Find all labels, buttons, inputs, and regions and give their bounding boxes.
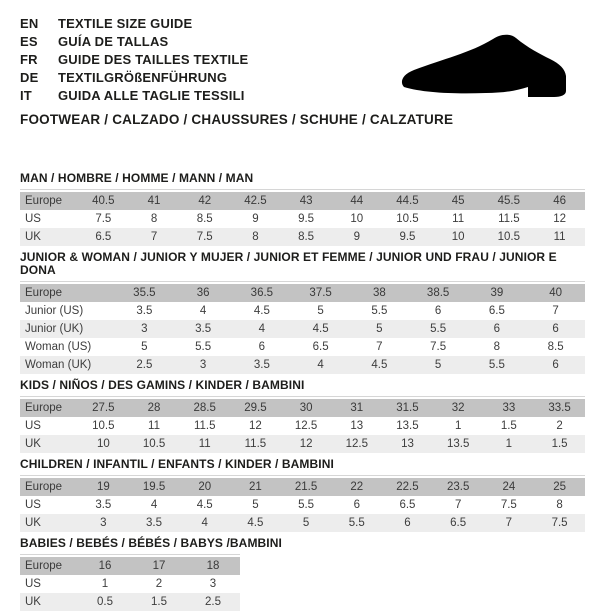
size-value: 3: [115, 320, 174, 338]
row-label: UK: [20, 514, 78, 532]
table-row: [20, 478, 585, 496]
size-value: 28.5: [179, 399, 230, 417]
row-label: Woman (US): [20, 338, 115, 356]
table-row: [20, 356, 585, 374]
size-value: 8.5: [281, 228, 332, 246]
size-value: 7.5: [534, 514, 585, 532]
size-value: 11.5: [230, 435, 281, 453]
size-value: 11: [129, 417, 180, 435]
size-value: 6.5: [468, 302, 527, 320]
size-value: 0.5: [78, 593, 132, 611]
size-value: 27.5: [78, 399, 129, 417]
size-value: 10: [331, 210, 382, 228]
size-value: 5.5: [174, 338, 233, 356]
size-value: 1.5: [534, 435, 585, 453]
size-value: 4.5: [233, 302, 292, 320]
size-value: 10: [78, 435, 129, 453]
language-code: ES: [20, 33, 38, 49]
size-table-wrapper: [20, 554, 240, 611]
size-table-wrapper: [20, 281, 585, 374]
size-table: [20, 399, 585, 453]
size-value: 2: [132, 575, 186, 593]
table-row: [20, 338, 585, 356]
size-value: 10.5: [78, 417, 129, 435]
size-value: 40: [526, 284, 585, 302]
size-value: 6: [468, 320, 527, 338]
size-value: 17: [132, 557, 186, 575]
row-label: US: [20, 496, 78, 514]
row-label: Junior (US): [20, 302, 115, 320]
size-value: 30: [281, 399, 332, 417]
size-value: 12: [534, 210, 585, 228]
size-value: 8.5: [526, 338, 585, 356]
table-row: [20, 228, 585, 246]
size-value: 5: [230, 496, 281, 514]
size-value: 8: [534, 496, 585, 514]
size-section: [20, 379, 585, 453]
size-value: 40.5: [78, 192, 129, 210]
size-sections: [20, 172, 585, 611]
size-value: 10.5: [382, 210, 433, 228]
size-value: 5.5: [468, 356, 527, 374]
size-value: 11.5: [484, 210, 535, 228]
size-table-wrapper: [20, 475, 585, 532]
size-section: [20, 251, 585, 374]
table-row: [20, 210, 585, 228]
size-value: 7.5: [409, 338, 468, 356]
dress-shoe-icon: [398, 30, 570, 104]
table-row: [20, 417, 585, 435]
size-value: 8: [230, 228, 281, 246]
row-label: UK: [20, 435, 78, 453]
size-value: 4.5: [179, 496, 230, 514]
size-value: 28: [129, 399, 180, 417]
size-value: 19.5: [129, 478, 180, 496]
size-value: 6.5: [433, 514, 484, 532]
size-value: 2: [534, 417, 585, 435]
size-value: 32: [433, 399, 484, 417]
size-value: 45: [433, 192, 484, 210]
size-value: 7: [484, 514, 535, 532]
table-row: [20, 399, 585, 417]
row-label: UK: [20, 228, 78, 246]
section-title: JUNIOR & WOMAN / JUNIOR Y MUJER / JUNIOR ET FEMME / JUNIOR UND FRAU / JUNIOR E DONA: [20, 250, 557, 277]
row-label: Europe: [20, 399, 78, 417]
size-value: 31.5: [382, 399, 433, 417]
size-table-wrapper: [20, 189, 585, 246]
size-value: 7: [129, 228, 180, 246]
size-value: 8: [129, 210, 180, 228]
size-value: 11: [534, 228, 585, 246]
size-value: 4.5: [230, 514, 281, 532]
size-value: 39: [468, 284, 527, 302]
size-value: 12.5: [281, 417, 332, 435]
size-table: [20, 192, 585, 246]
size-value: 13.5: [433, 435, 484, 453]
language-title: GUIDA ALLE TAGLIE TESSILI: [58, 87, 245, 103]
language-code: DE: [20, 69, 39, 85]
size-value: 13: [331, 417, 382, 435]
table-row: [20, 496, 585, 514]
size-value: 44.5: [382, 192, 433, 210]
size-value: 5.5: [350, 302, 409, 320]
size-value: 1.5: [132, 593, 186, 611]
size-value: 3: [174, 356, 233, 374]
size-value: 4.5: [291, 320, 350, 338]
size-value: 38.5: [409, 284, 468, 302]
size-value: 33: [484, 399, 535, 417]
size-value: 22.5: [382, 478, 433, 496]
size-value: 31: [331, 399, 382, 417]
size-value: 4: [233, 320, 292, 338]
table-row: [20, 593, 240, 611]
size-value: 7.5: [179, 228, 230, 246]
size-value: 12: [281, 435, 332, 453]
size-value: 6.5: [78, 228, 129, 246]
section-title: MAN / HOMBRE / HOMME / MANN / MAN: [20, 171, 254, 185]
size-value: 7.5: [484, 496, 535, 514]
size-value: 6: [382, 514, 433, 532]
size-value: 29.5: [230, 399, 281, 417]
table-row: [20, 302, 585, 320]
size-value: 11: [179, 435, 230, 453]
size-section: [20, 172, 585, 246]
size-value: 20: [179, 478, 230, 496]
size-value: 45.5: [484, 192, 535, 210]
size-value: 19: [78, 478, 129, 496]
size-value: 6.5: [291, 338, 350, 356]
table-row: [20, 514, 585, 532]
row-label: Europe: [20, 557, 78, 575]
size-value: 7.5: [78, 210, 129, 228]
row-label: UK: [20, 593, 78, 611]
size-value: 3.5: [115, 302, 174, 320]
row-label: US: [20, 210, 78, 228]
language-title: TEXTILGRÖßENFÜHRUNG: [58, 69, 228, 85]
size-value: 9.5: [281, 210, 332, 228]
size-value: 8: [468, 338, 527, 356]
size-table: [20, 557, 240, 611]
size-value: 7: [526, 302, 585, 320]
size-value: 24: [484, 478, 535, 496]
section-title: BABIES / BEBÉS / BÉBÉS / BABYS /BAMBINI: [20, 536, 282, 550]
table-row: [20, 284, 585, 302]
size-value: 18: [186, 557, 240, 575]
size-value: 9.5: [382, 228, 433, 246]
size-value: 5.5: [281, 496, 332, 514]
size-value: 3.5: [78, 496, 129, 514]
size-table: [20, 478, 585, 532]
size-value: 36: [174, 284, 233, 302]
size-value: 6.5: [382, 496, 433, 514]
table-row: [20, 575, 240, 593]
size-value: 4.5: [350, 356, 409, 374]
size-section: [20, 458, 585, 532]
size-value: 6: [233, 338, 292, 356]
size-value: 8.5: [179, 210, 230, 228]
row-label: Europe: [20, 284, 115, 302]
size-value: 37.5: [291, 284, 350, 302]
size-value: 5: [281, 514, 332, 532]
row-label: Junior (UK): [20, 320, 115, 338]
size-value: 36.5: [233, 284, 292, 302]
size-value: 6: [331, 496, 382, 514]
size-value: 11.5: [179, 417, 230, 435]
size-value: 5: [291, 302, 350, 320]
size-value: 10.5: [129, 435, 180, 453]
size-value: 21: [230, 478, 281, 496]
table-row: [20, 192, 585, 210]
row-label: Woman (UK): [20, 356, 115, 374]
size-value: 3.5: [129, 514, 180, 532]
size-value: 5: [409, 356, 468, 374]
row-label: US: [20, 417, 78, 435]
size-value: 9: [230, 210, 281, 228]
language-title: GUIDE DES TAILLES TEXTILE: [58, 51, 249, 67]
size-value: 1: [78, 575, 132, 593]
size-value: 2.5: [186, 593, 240, 611]
size-value: 3.5: [174, 320, 233, 338]
section-title: KIDS / NIÑOS / DES GAMINS / KINDER / BAMBINI: [20, 378, 305, 392]
size-value: 7: [350, 338, 409, 356]
size-value: 44: [331, 192, 382, 210]
row-label: Europe: [20, 478, 78, 496]
size-value: 5: [115, 338, 174, 356]
size-value: 22: [331, 478, 382, 496]
language-title: GUÍA DE TALLAS: [58, 33, 169, 49]
size-value: 41: [129, 192, 180, 210]
size-value: 25: [534, 478, 585, 496]
size-value: 42.5: [230, 192, 281, 210]
size-value: 10.5: [484, 228, 535, 246]
language-title: TEXTILE SIZE GUIDE: [58, 15, 193, 31]
size-value: 4: [174, 302, 233, 320]
size-value: 42: [179, 192, 230, 210]
size-table: [20, 284, 585, 374]
size-value: 3: [78, 514, 129, 532]
size-value: 1: [484, 435, 535, 453]
size-value: 12: [230, 417, 281, 435]
size-value: 6: [526, 356, 585, 374]
size-value: 13: [382, 435, 433, 453]
size-value: 16: [78, 557, 132, 575]
size-value: 13.5: [382, 417, 433, 435]
size-value: 23.5: [433, 478, 484, 496]
size-value: 9: [331, 228, 382, 246]
category-heading: FOOTWEAR / CALZADO / CHAUSSURES / SCHUHE / CALZATURE: [20, 112, 454, 127]
size-value: 21.5: [281, 478, 332, 496]
row-label: Europe: [20, 192, 78, 210]
size-value: 10: [433, 228, 484, 246]
size-value: 5.5: [331, 514, 382, 532]
size-value: 6: [409, 302, 468, 320]
size-value: 38: [350, 284, 409, 302]
size-value: 7: [433, 496, 484, 514]
size-value: 35.5: [115, 284, 174, 302]
size-value: 2.5: [115, 356, 174, 374]
size-value: 33.5: [534, 399, 585, 417]
size-value: 12.5: [331, 435, 382, 453]
size-value: 4: [291, 356, 350, 374]
language-code: FR: [20, 51, 38, 67]
table-row: [20, 557, 240, 575]
size-value: 1.5: [484, 417, 535, 435]
size-value: 11: [433, 210, 484, 228]
size-value: 1: [433, 417, 484, 435]
size-value: 3: [186, 575, 240, 593]
size-table-wrapper: [20, 396, 585, 453]
language-code: IT: [20, 87, 32, 103]
size-value: 6: [526, 320, 585, 338]
size-value: 4: [179, 514, 230, 532]
size-value: 5.5: [409, 320, 468, 338]
size-value: 46: [534, 192, 585, 210]
language-code: EN: [20, 15, 39, 31]
table-row: [20, 435, 585, 453]
section-title: CHILDREN / INFANTIL / ENFANTS / KINDER / BAMBINI: [20, 457, 334, 471]
size-value: 43: [281, 192, 332, 210]
size-value: 4: [129, 496, 180, 514]
size-value: 3.5: [233, 356, 292, 374]
row-label: US: [20, 575, 78, 593]
table-row: [20, 320, 585, 338]
size-value: 5: [350, 320, 409, 338]
